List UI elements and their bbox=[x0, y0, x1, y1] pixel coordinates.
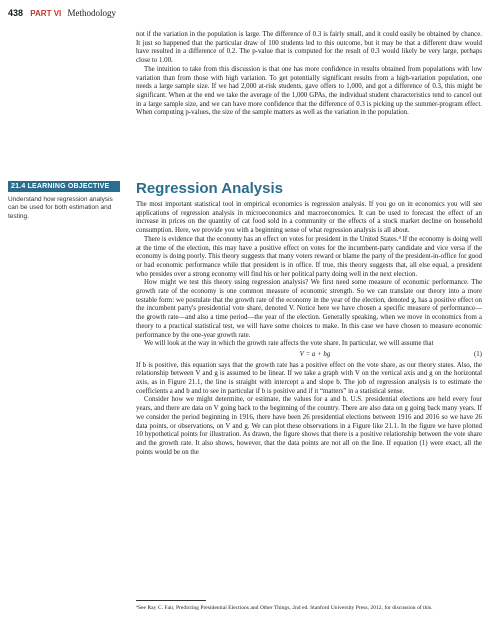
equation bbox=[136, 351, 482, 360]
paragraph: not if the variation in the population is large. The difference of 0.3 is fairly small, and it could easily be obtained by chance. It just so happened that the particular draw of 100 students led to this outcome, but it may be that a different draw would have resulted in a difference of 0.2. The p-value that is computed for the result of 0.3 would likely be very large, perhaps close to 1.00. bbox=[136, 31, 482, 65]
section-label: Methodology bbox=[67, 8, 116, 18]
footnote: ⁴See Ray C. Fair, Predicting Presidential Elections and Other Things, 2nd ed. Stanford University Press, 2012, for discussion of this. bbox=[136, 605, 433, 611]
paragraph: The intuition to take from this discussion is that one has more confidence in results obtained from populations with low variation than from those with high variation. To get potentially significant results from a high-variation population, one needs a large sample size. If we had 2,000 at-risk students, gave offers to 1,000, and got a difference of 0.3, this might be significant. When at the end we take the average of the 1,000 GPAs, the individual student characteristics tend to cancel out in a large sample size, and we can have more confidence that the difference of 0.3 is picking up the summer-program effect. When computing p-values, the size of the sample matters as well as the variation in the population. bbox=[136, 65, 482, 117]
paragraph: If b is positive, this equation says that the growth rate has a positive effect on the vote share, as our theory states. Also, the relationship between V and g is assumed to be linear. If we take a graph with V on the vertical axis and g on the horizontal axis, as in Figure 21.1, the line is straight with intercept a and slope b. The job of regression analysis is to estimate the coefficients a and b and to see in particular if b is positive and if it “matters” in a statistical sense. bbox=[136, 361, 482, 395]
section-title: Regression Analysis bbox=[136, 180, 284, 197]
main-text-block bbox=[136, 201, 482, 457]
footnote-rule bbox=[136, 600, 206, 601]
paragraph: The most important statistical tool in empirical economics is regression analysis. If you go on in economics you will see applications of regression analysis in microeconomics and macroeconomics. It can be used to forecast the effect of an increase in prices on the quantity of cat food sold in a community or the effects of a stock market decline on household consumption. Here, we provide you with a beginning sense of what regression analysis is all about. bbox=[136, 201, 482, 235]
learning-objective-sidebar bbox=[8, 181, 120, 221]
paragraph: We will look at the way in which the growth rate affects the vote share. In particular, we will assume that bbox=[144, 340, 434, 348]
page-number: 438 bbox=[8, 8, 24, 18]
equation-text: V = a + bg bbox=[299, 350, 331, 358]
learning-objective-label: 21.4 LEARNING OBJECTIVE bbox=[8, 181, 120, 192]
intro-text-block bbox=[136, 31, 482, 118]
paragraph: There is evidence that the economy has an effect on votes for president in the United States.⁴ If the economy is doing well at the time of the election, this may have a positive effect on votes for the incumbent-party candidate and vice versa if the economy is doing poorly. This theory suggests that many voters reward or blame the party of the president-in-office for good or bad economic performance while that president is in office. If true, this theory suggests that, all else equal, a president who presides over a strong economy will find his or her political party doing well in the next election. bbox=[136, 235, 482, 278]
part-label: PART VI bbox=[30, 9, 62, 18]
paragraph: How might we test this theory using regression analysis? We first need some measure of economic performance. The growth rate of the economy is one common measure of economic strength. So we can translate our theory into a more testable form: we postulate that the growth rate of the economy in the year of the election, denoted g, has a positive effect on the incumbent party's presidential vote share, denoted V. Notice here we have chosen a specific measure of performance—the growth rate—and also a time period—the year of the election. Generally speaking, when we move in economics from a theory to a practical statistical test, we will have some choices to make. In this case we have chosen to measure economic performance by the one-year growth rate. bbox=[136, 279, 482, 339]
paragraph: Consider how we might determine, or estimate, the values for a and b. U.S. presidential elections are held every four years, and there are data on V going back to the beginning of the country. There are also data on g going back many years. If we consider the period beginning in 1916, there have been 26 presidential elections between 1916 and 2016 so we have 26 data points, or observations, on V and g. We can plot these observations in a Figure like 21.1. In the figure we have plotted 10 hypothetical points for illustration. As drawn, the figure shows that there is a positive relationship between the vote share and the growth rate. It also shows, however, that the data points are not all on the line. If equation (1) were exact, all the points would be on the bbox=[136, 396, 482, 456]
equation-number: (1) bbox=[473, 350, 482, 358]
learning-objective-text: Understand how regression analysis can be used for both estimation and testing. bbox=[8, 196, 113, 220]
running-header bbox=[8, 8, 116, 19]
